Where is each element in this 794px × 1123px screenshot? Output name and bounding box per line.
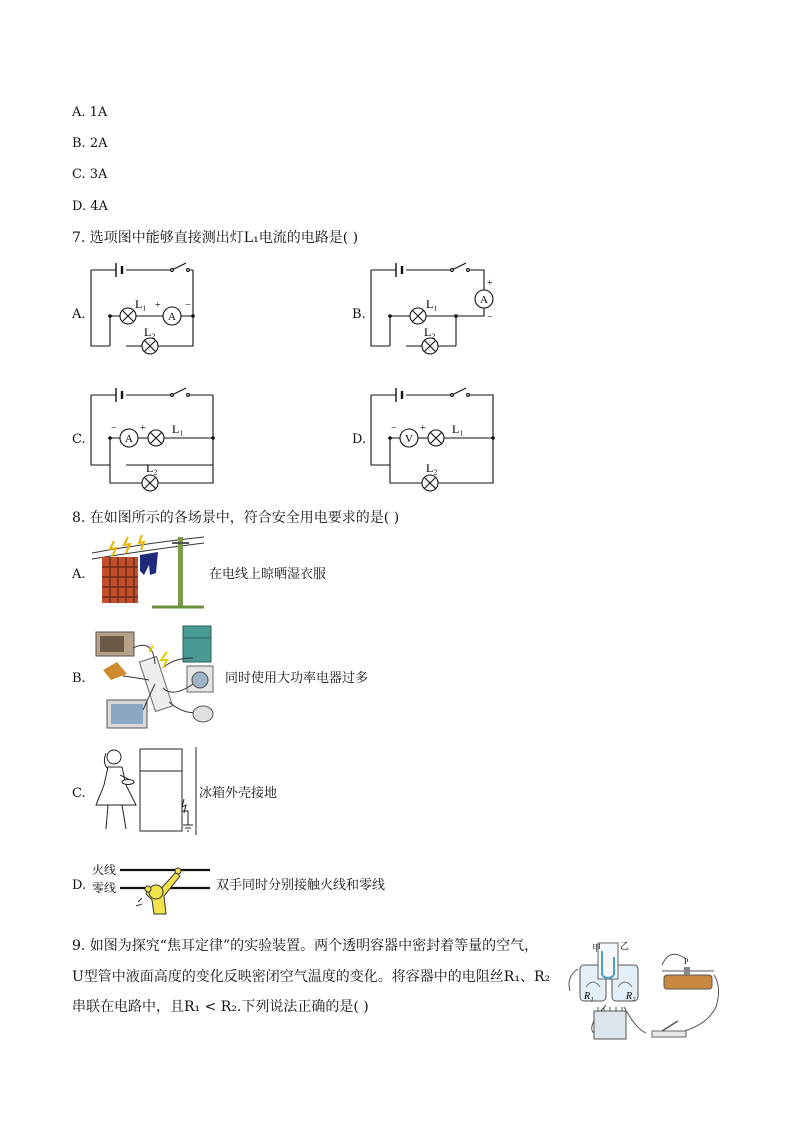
q7-label-b: B. (352, 307, 366, 322)
circuit-a (88, 258, 223, 368)
ammeter-label: A (168, 311, 176, 323)
circuit-c (88, 383, 223, 493)
plus-sign: + (420, 423, 426, 434)
minus-sign: − (391, 423, 397, 434)
lamp-l2-label: L₂ (144, 325, 156, 339)
ammeter-label: A (125, 433, 133, 445)
question-9-line-1: 9. 如图为探究“焦耳定律”的实验装置。两个透明容器中密封着等量的空气， (72, 938, 539, 954)
option-a: A. 1A (72, 105, 108, 120)
q8-label-a: A. (72, 567, 86, 582)
neutral-wire-label: 零线 (92, 881, 117, 895)
q7-label-a: A. (72, 307, 86, 322)
lamp-l1-label: L₁ (452, 422, 464, 436)
option-d: D. 4A (72, 199, 108, 214)
lamp-l2-label: L₂ (146, 461, 158, 475)
resistor-r1-label: R₁ (584, 991, 594, 1002)
q8-caption-d: 双手同时分别接触火线和零线 (216, 878, 386, 893)
joule-law-apparatus (566, 937, 726, 1047)
lamp-l2-label: L₂ (426, 461, 438, 475)
question-7-stem: 7. 选项图中能够直接测出灯L₁电流的电路是( ) (72, 230, 359, 246)
grounded-fridge-picture (92, 745, 200, 837)
plus-sign: + (487, 278, 493, 289)
plus-sign: + (155, 300, 161, 311)
question-9-line-3: 串联在电路中，且R₁ < R₂.下列说法正确的是( ) (72, 999, 369, 1015)
circuit-d (368, 383, 503, 493)
lamp-l1-label: L₁ (426, 297, 438, 311)
circuit-b (368, 258, 508, 368)
ammeter-label: A (480, 294, 488, 306)
resistor-r2-label: R₂ (626, 991, 636, 1002)
q8-caption-a: 在电线上晾晒湿衣服 (209, 567, 327, 582)
overloaded-socket-picture (93, 618, 223, 733)
question-8-stem: 8. 在如图所示的各场景中，符合安全用电要求的是( ) (72, 510, 400, 526)
live-wire-label: 火线 (92, 863, 117, 877)
q8-label-d: D. (72, 878, 87, 893)
minus-sign: − (185, 300, 191, 311)
clothes-on-wire-picture (92, 533, 207, 611)
q8-caption-c: 冰箱外壳接地 (199, 786, 278, 801)
lamp-l1-label: L₁ (135, 297, 147, 311)
lamp-l2-label: L₂ (424, 325, 436, 339)
q8-label-c: C. (72, 786, 86, 801)
plus-sign: + (140, 423, 146, 434)
q7-label-c: C. (72, 432, 86, 447)
minus-sign: − (487, 312, 493, 323)
container-jia-label: 甲 (592, 943, 602, 953)
container-yi-label: 乙 (620, 941, 630, 951)
lamp-l1-label: L₁ (172, 422, 184, 436)
option-c: C. 3A (72, 167, 108, 182)
rheostat-p-label: P (684, 957, 689, 966)
voltmeter-label: V (405, 433, 413, 445)
option-b: B. 2A (72, 136, 108, 151)
q8-caption-b: 同时使用大功率电器过多 (225, 671, 369, 686)
question-9-line-2: U型管中液面高度的变化反映密闭空气温度的变化。将容器中的电阻丝R₁、R₂ (72, 969, 551, 985)
minus-sign: − (111, 423, 117, 434)
hands-on-wires-picture (118, 862, 213, 918)
q8-label-b: B. (72, 671, 86, 686)
q7-label-d: D. (352, 432, 367, 447)
